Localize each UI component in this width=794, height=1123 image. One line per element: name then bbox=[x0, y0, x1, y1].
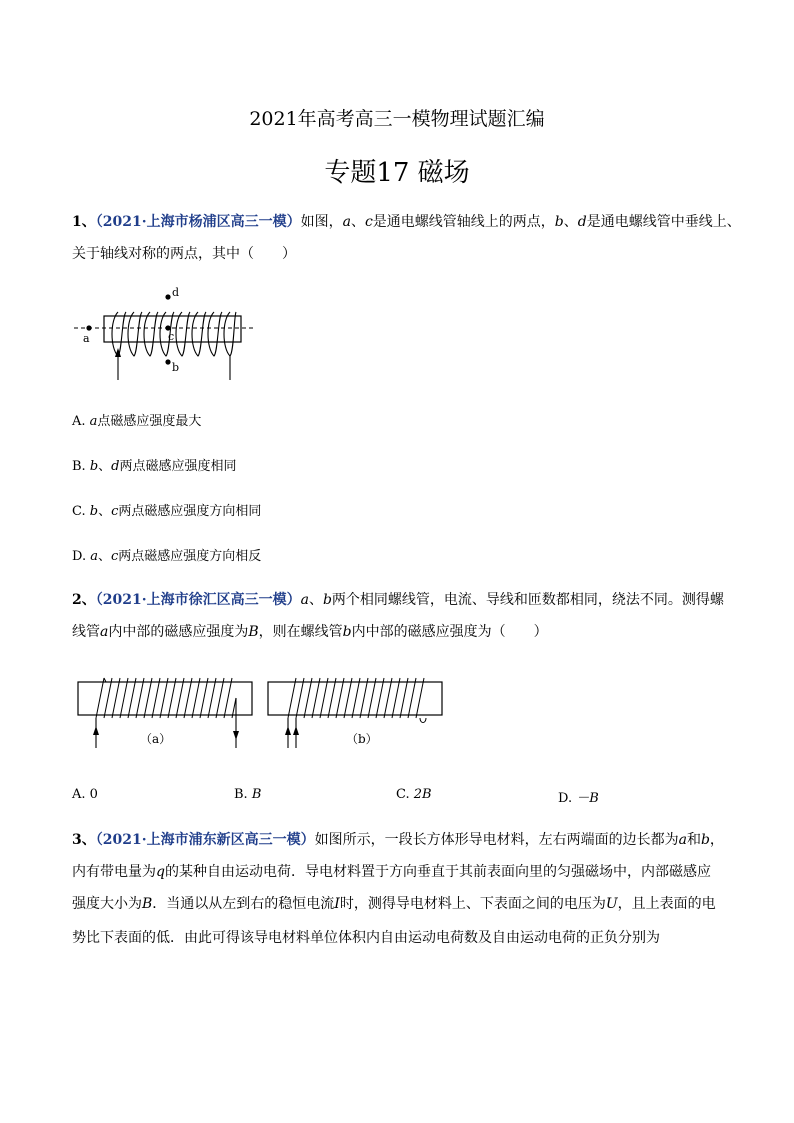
q1-number: 1、 bbox=[72, 214, 96, 230]
var: c bbox=[111, 504, 119, 519]
q2-text: 线管 bbox=[72, 624, 100, 640]
point-d bbox=[165, 294, 170, 299]
q2-text: 内中部的磁感应强度为 bbox=[108, 624, 249, 640]
fig-label-b: （b） bbox=[346, 732, 378, 746]
q2-option-c bbox=[396, 787, 432, 802]
option-text: 两点磁感应强度相同 bbox=[119, 459, 237, 474]
q2-source: （2021·上海市徐汇区高三一模） bbox=[95, 592, 301, 608]
label-d: d bbox=[172, 286, 180, 299]
q3-text: 的某种自由运动电荷．导电材料置于方向垂直于其前表面向里的匀强磁场中，内部磁感应 bbox=[164, 864, 711, 880]
option-letter: B. bbox=[72, 459, 90, 474]
q1-option-c bbox=[72, 500, 261, 519]
q1-text: 是通电螺线管中垂线上、 bbox=[586, 214, 741, 230]
q1-option-d bbox=[72, 545, 261, 564]
option-text: 两点磁感应强度方向相同 bbox=[118, 504, 262, 519]
q1-source: （2021·上海市杨浦区高三一模） bbox=[95, 214, 301, 230]
q2-option-d bbox=[558, 787, 599, 806]
solenoid-b-windings bbox=[288, 678, 426, 723]
topic-title: 专题17 磁场 bbox=[324, 158, 470, 188]
var: a bbox=[342, 214, 351, 230]
q1-solenoid-figure bbox=[70, 282, 270, 384]
q3-line4: 势比下表面的低．由此可得该导电材料单位体积内自由运动电荷数及自由运动电荷的正负分别为 bbox=[72, 930, 660, 946]
point-b bbox=[165, 359, 170, 364]
q2-line2 bbox=[72, 622, 548, 642]
q3-source: （2021·上海市浦东新区高三一模） bbox=[95, 832, 315, 848]
q2-number: 2、 bbox=[72, 592, 96, 608]
var: b bbox=[342, 624, 352, 640]
q1-text: 、 bbox=[350, 214, 365, 230]
option-value: B bbox=[251, 787, 262, 802]
point-a bbox=[86, 325, 91, 330]
var: a bbox=[90, 549, 98, 564]
option-letter: A. bbox=[72, 414, 90, 429]
q3-text: ， bbox=[709, 832, 724, 848]
q3-line1 bbox=[72, 830, 724, 850]
q2-option-b bbox=[234, 787, 261, 802]
q3-line3 bbox=[72, 894, 716, 914]
q3-text: 如图所示，一段长方体形导电材料，左右两端面的边长都为 bbox=[314, 832, 679, 848]
option-value: 2B bbox=[413, 787, 432, 802]
option-text: 点磁感应强度最大 bbox=[97, 414, 202, 429]
option-text: 、 bbox=[98, 504, 112, 519]
q1-option-a bbox=[72, 410, 201, 429]
q1-text: 、 bbox=[563, 214, 578, 230]
q2-solenoids-figure bbox=[74, 672, 454, 752]
var: a bbox=[89, 414, 98, 429]
label-c: c bbox=[168, 330, 175, 343]
var: c bbox=[364, 214, 373, 230]
q2-text: 内中部的磁感应强度为（ ） bbox=[351, 624, 548, 640]
q3-line2 bbox=[72, 862, 711, 882]
q3-text: ，且上表面的电 bbox=[617, 896, 716, 912]
var: c bbox=[111, 549, 119, 564]
q2-text: 、 bbox=[308, 592, 323, 608]
current-arrow bbox=[233, 731, 239, 740]
q3-text: 和 bbox=[686, 832, 701, 848]
q2-option-a bbox=[72, 787, 98, 802]
q3-text: 强度大小为 bbox=[72, 896, 142, 912]
q3-text: 时，测得导电材料上、下表面之间的电压为 bbox=[339, 896, 606, 912]
option-text: 、 bbox=[98, 459, 112, 474]
fig-label-a: （a） bbox=[140, 732, 172, 746]
option-text: 两点磁感应强度方向相反 bbox=[118, 549, 262, 564]
label-b: b bbox=[172, 361, 180, 374]
option-value: －B bbox=[576, 791, 599, 806]
label-a: a bbox=[83, 332, 90, 345]
var: B bbox=[248, 624, 259, 640]
var: b bbox=[700, 832, 710, 848]
q3-number: 3、 bbox=[72, 832, 96, 848]
option-text: 、 bbox=[98, 549, 112, 564]
current-arrow bbox=[285, 726, 291, 735]
current-arrow bbox=[293, 726, 299, 735]
document-title: 2021年高考高三一模物理试题汇编 bbox=[249, 108, 545, 130]
var: a bbox=[300, 592, 309, 608]
var: b bbox=[89, 504, 99, 519]
q1-text: 是通电螺线管轴线上的两点， bbox=[372, 214, 555, 230]
var: U bbox=[605, 896, 618, 912]
option-letter: A. bbox=[72, 787, 90, 802]
var: b bbox=[554, 214, 564, 230]
var: a bbox=[678, 832, 687, 848]
var: a bbox=[100, 624, 109, 640]
option-letter: B. bbox=[234, 787, 252, 802]
current-arrow bbox=[93, 726, 99, 735]
var: d bbox=[577, 214, 587, 230]
q3-text: ．当通以从左到右的稳恒电流 bbox=[152, 896, 335, 912]
var: q bbox=[156, 864, 165, 880]
q1-option-b bbox=[72, 455, 237, 474]
q2-line1 bbox=[72, 590, 724, 610]
q1-line1 bbox=[72, 212, 741, 232]
q2-text: ，则在螺线管 bbox=[258, 624, 343, 640]
q1-text: 如图， bbox=[300, 214, 343, 230]
var: I bbox=[334, 896, 340, 912]
var: B bbox=[142, 896, 153, 912]
option-letter: C. bbox=[396, 787, 414, 802]
q1-line2: 关于轴线对称的两点，其中（ ） bbox=[72, 246, 296, 262]
q3-text: 内有带电量为 bbox=[72, 864, 156, 880]
option-letter: D. bbox=[558, 791, 577, 806]
q2-text: 两个相同螺线管，电流、导线和匝数都相同，绕法不同。测得螺 bbox=[331, 592, 724, 608]
option-letter: D. bbox=[72, 549, 91, 564]
option-value: 0 bbox=[89, 787, 98, 802]
var: b bbox=[322, 592, 332, 608]
var: d bbox=[111, 459, 120, 474]
option-letter: C. bbox=[72, 504, 90, 519]
solenoid-a-windings bbox=[96, 678, 236, 718]
var: b bbox=[89, 459, 99, 474]
